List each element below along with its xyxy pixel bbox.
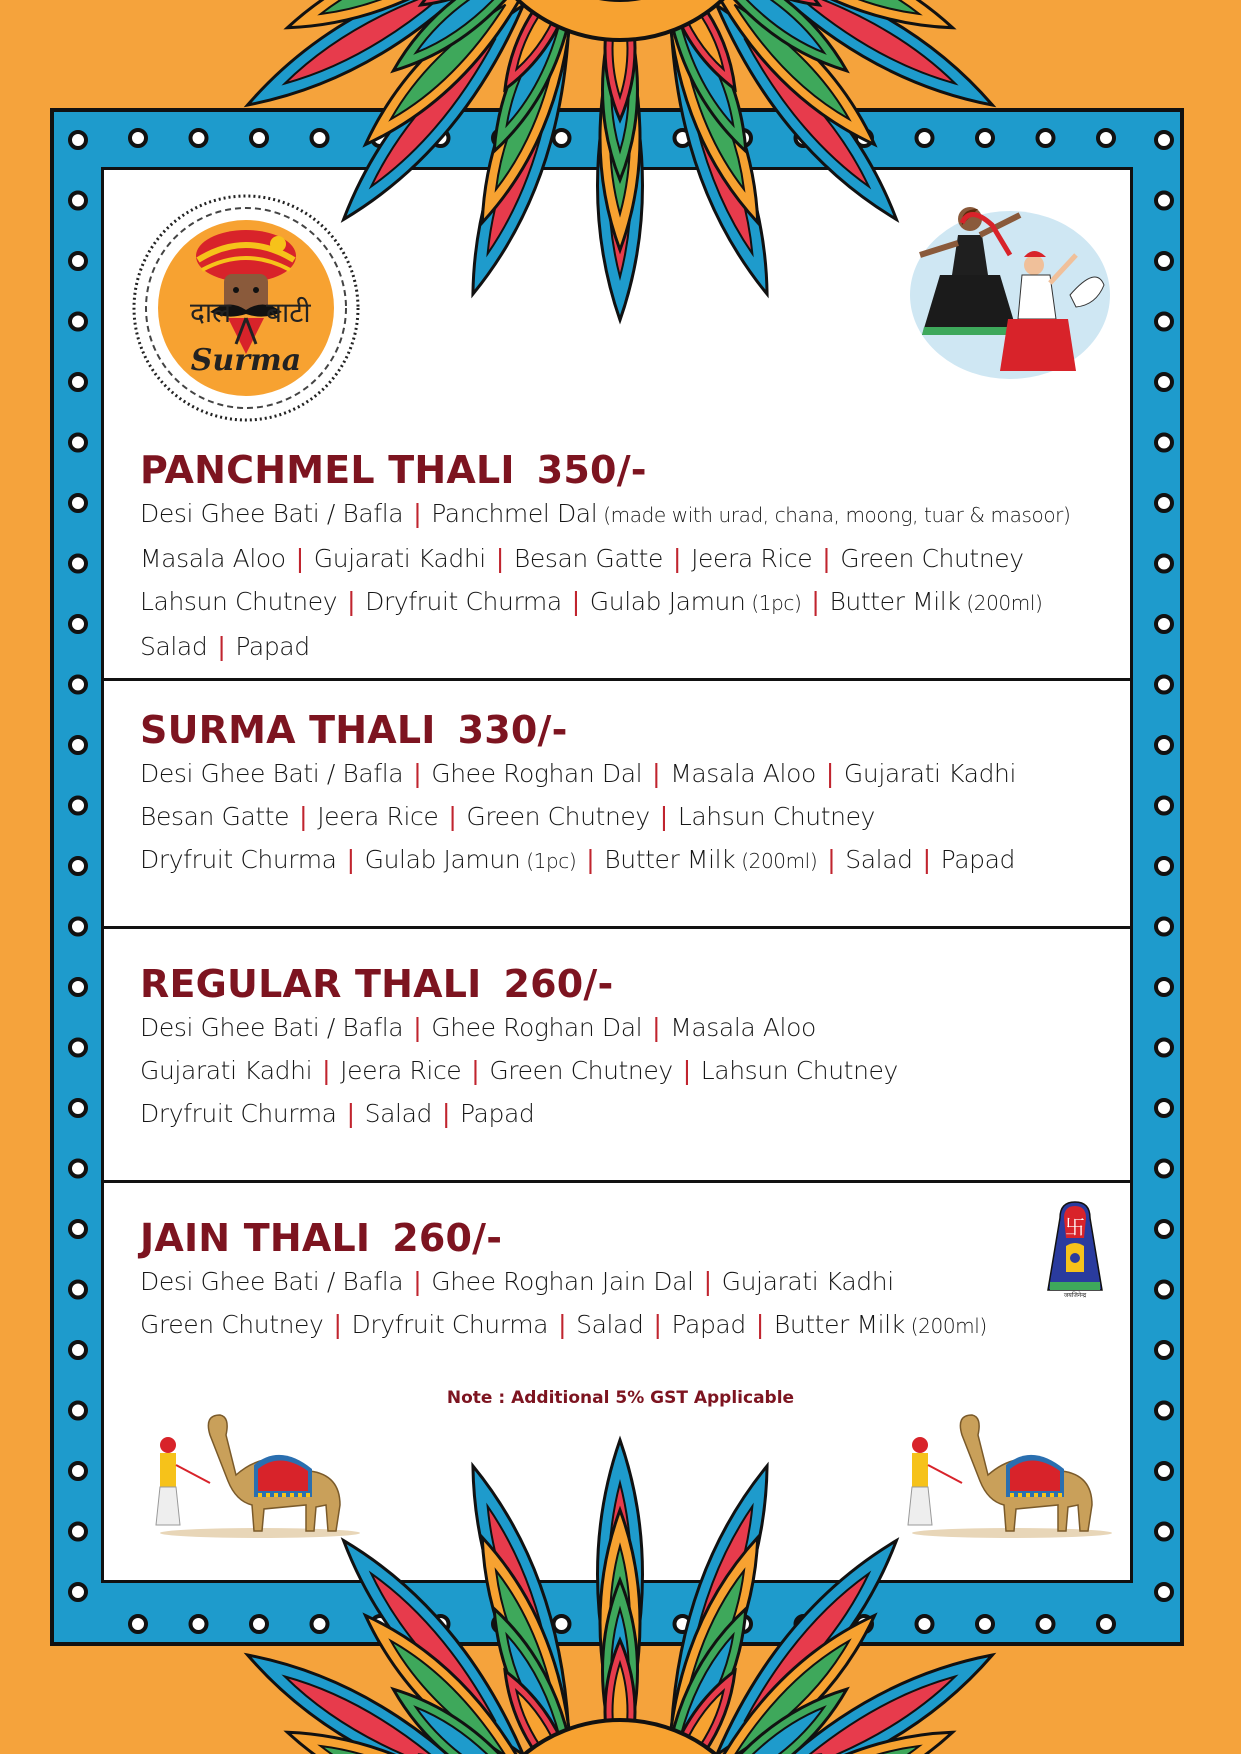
dish-lines [140,752,1100,883]
folk-dancers-illustration [900,195,1116,395]
menu-section-panchmel-thali [140,448,1100,668]
dish-item-note: (1pc) [520,849,577,873]
dish-item: Salad [845,845,913,874]
dish-item: Papad [235,632,310,661]
item-separator: | [217,632,226,661]
dish-item: Gujarati Kadhi [721,1267,894,1296]
thali-name: PANCHMEL THALI [140,448,515,492]
dish-item-note: (200ml) [904,1314,987,1338]
dish-item: Jeera Rice [340,1056,462,1085]
dish-item: Papad [460,1099,535,1128]
swastika-glyph: 卐 [1065,1215,1085,1239]
dish-item-note: (made with urad, chana, moong, tuar & masoor) [597,503,1071,527]
item-separator: | [347,587,356,616]
dish-item: Besan Gatte [140,802,290,831]
dish-item: Panchmel Dal [431,499,598,528]
camel-rider-illustration-left [140,1405,366,1539]
item-separator: | [495,544,504,573]
dish-item: Desi Ghee Bati / Bafla [140,1013,404,1042]
item-separator: | [448,802,457,831]
dish-line [140,580,1100,625]
dish-item: Butter Milk [829,587,961,616]
dish-item: Green Chutney [140,1310,324,1339]
dish-item: Gujarati Kadhi [843,759,1017,788]
thali-price: 260/- [392,1216,503,1260]
dish-line [140,1092,1100,1135]
dish-lines [140,1006,1100,1135]
item-separator: | [346,845,355,874]
dish-item: Salad [576,1310,644,1339]
item-separator: | [295,544,304,573]
section-divider [101,926,1133,929]
dish-item: Ghee Roghan Dal [431,759,643,788]
dish-item: Dryfruit Churma [351,1310,549,1339]
item-separator: | [703,1267,712,1296]
dish-item: Masala Aloo [670,1013,816,1042]
dish-lines [140,1260,1100,1348]
dish-lines [140,492,1100,668]
item-separator: | [441,1099,450,1128]
item-separator: | [755,1310,764,1339]
menu-section-jain-thali [140,1216,1100,1348]
thali-price: 260/- [503,962,614,1006]
dish-line [140,492,1100,537]
dish-line [140,752,1100,795]
menu-section-surma-thali [140,708,1100,883]
item-separator: | [922,845,931,874]
dish-item: Desi Ghee Bati / Bafla [140,499,404,528]
item-separator: | [652,759,661,788]
item-separator: | [659,802,668,831]
dish-item: Desi Ghee Bati / Bafla [140,1267,404,1296]
dish-line [140,1006,1100,1049]
item-separator: | [653,1310,662,1339]
thali-price: 350/- [536,448,647,492]
dish-line [140,625,1100,668]
menu-section-regular-thali [140,962,1100,1135]
dish-line [140,1049,1100,1092]
dish-item: Ghee Roghan Jain Dal [431,1267,694,1296]
jain-emblem-caption: जयजिनेन्द्र [1063,1292,1087,1298]
dish-item: Papad [671,1310,746,1339]
section-title [140,1216,1100,1260]
item-separator: | [322,1056,331,1085]
item-separator: | [825,759,834,788]
dish-item: Gulab Jamun [589,587,746,616]
thali-name: JAIN THALI [140,1216,371,1260]
section-title [140,448,1100,492]
thali-name: REGULAR THALI [140,962,482,1006]
dish-item: Besan Gatte [513,544,664,573]
item-separator: | [682,1056,691,1085]
dish-item: Lahsun Chutney [700,1056,898,1085]
item-separator: | [333,1310,342,1339]
dish-line [140,795,1100,838]
dish-item: Masala Aloo [140,544,286,573]
dish-item: Ghee Roghan Dal [431,1013,643,1042]
dish-line [140,838,1100,883]
gst-note: Note : Additional 5% GST Applicable [446,1388,795,1408]
logo-brand-text: Surma [190,343,302,378]
dish-item: Gujarati Kadhi [140,1056,313,1085]
dish-item: Salad [364,1099,432,1128]
item-separator: | [346,1099,355,1128]
item-separator: | [571,587,580,616]
dish-item: Salad [140,632,208,661]
logo-hindi-right: बाटी [266,296,311,329]
section-divider [101,678,1133,681]
dish-line [140,1303,1100,1348]
dish-item: Papad [940,845,1015,874]
item-separator: | [413,499,422,528]
surma-logo [128,194,364,422]
item-separator: | [413,759,422,788]
item-separator: | [673,544,682,573]
item-separator: | [652,1013,661,1042]
item-separator: | [299,802,308,831]
dish-item: Green Chutney [466,802,650,831]
section-title [140,708,1100,752]
dish-item: Masala Aloo [670,759,816,788]
section-divider [101,1180,1133,1183]
dish-item-note: (200ml) [960,591,1043,615]
thali-name: SURMA THALI [140,708,436,752]
dish-item: Green Chutney [840,544,1024,573]
dish-item: Green Chutney [489,1056,673,1085]
item-separator: | [413,1267,422,1296]
dish-item: Lahsun Chutney [677,802,875,831]
item-separator: | [822,544,831,573]
item-separator: | [413,1013,422,1042]
dish-item: Butter Milk [604,845,736,874]
dish-item: Desi Ghee Bati / Bafla [140,759,404,788]
dish-item: Lahsun Chutney [140,587,338,616]
camel-rider-illustration-right [892,1405,1118,1539]
dish-item: Jeera Rice [317,802,439,831]
dish-item: Butter Milk [773,1310,905,1339]
dish-line [140,1260,1100,1303]
dish-line [140,537,1100,580]
dish-item: Gulab Jamun [364,845,521,874]
dish-item: Gujarati Kadhi [313,544,486,573]
dish-item-note: (200ml) [735,849,818,873]
dish-item: Jeera Rice [691,544,813,573]
item-separator: | [558,1310,567,1339]
item-separator: | [586,845,595,874]
logo-hindi-left: दाल [190,296,232,329]
item-separator: | [811,587,820,616]
dish-item: Dryfruit Churma [365,587,562,616]
dish-item-note: (1pc) [745,591,802,615]
section-title [140,962,1100,1006]
thali-price: 330/- [457,708,568,752]
item-separator: | [471,1056,480,1085]
dish-item: Dryfruit Churma [140,845,337,874]
item-separator: | [827,845,836,874]
dish-item: Dryfruit Churma [140,1099,337,1128]
